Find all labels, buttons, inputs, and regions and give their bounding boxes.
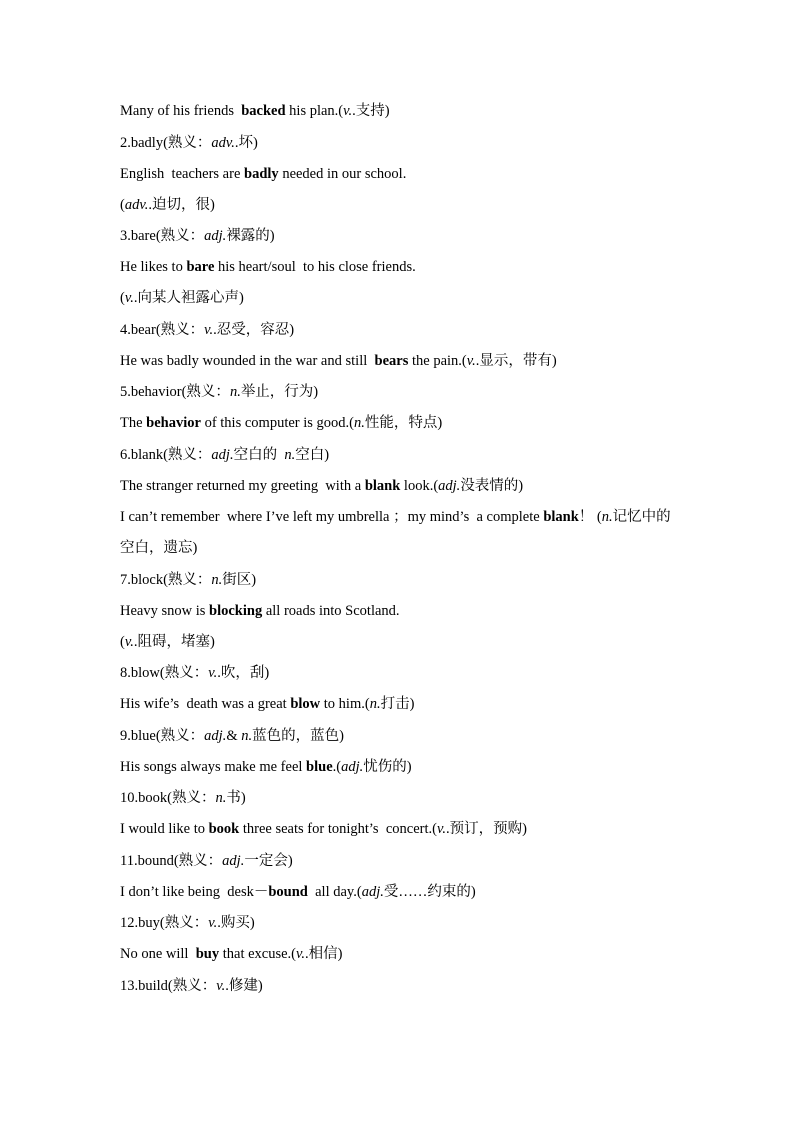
text: His wife’s death was a great bbox=[120, 696, 291, 712]
part-of-speech: v. bbox=[216, 978, 226, 994]
text: 5.behavior(熟义： bbox=[120, 384, 230, 400]
part-of-speech: v. bbox=[466, 353, 476, 369]
bold-keyword: blue bbox=[306, 759, 333, 775]
entry-heading-book bbox=[120, 788, 680, 808]
text: the pain.( bbox=[408, 353, 467, 369]
text: needed in our school. bbox=[278, 166, 407, 182]
part-of-speech: n. bbox=[211, 572, 223, 588]
entry-heading-build bbox=[120, 976, 680, 996]
bold-keyword: buy bbox=[192, 946, 220, 962]
text: 2.badly(熟义： bbox=[120, 135, 212, 151]
bold-keyword: blocking bbox=[209, 603, 263, 619]
text: 打击) bbox=[380, 696, 415, 712]
example-sentence-blank-2 bbox=[120, 502, 680, 564]
text: 10.book(熟义： bbox=[120, 790, 216, 806]
text: 受……约束的) bbox=[383, 884, 476, 900]
text: His songs always make me feel bbox=[120, 759, 307, 775]
text: The bbox=[120, 415, 147, 431]
entry-heading-bear bbox=[120, 320, 680, 340]
text: his plan.( bbox=[285, 103, 344, 119]
text: 11.bound(熟义： bbox=[120, 853, 223, 869]
entry-heading-blue bbox=[120, 726, 680, 746]
entry-heading-buy bbox=[120, 913, 680, 933]
text: No one will bbox=[120, 946, 193, 962]
entry-heading-blank bbox=[120, 445, 680, 465]
text: .阻碍，堵塞) bbox=[133, 634, 215, 650]
example-sentence-behavior bbox=[120, 413, 680, 433]
text: 空白的 bbox=[233, 447, 285, 463]
text: I don’t like being desk－ bbox=[120, 884, 269, 900]
text: The stranger returned my greeting with a bbox=[120, 478, 365, 494]
bold-keyword: backed bbox=[237, 103, 286, 119]
text: to him.( bbox=[320, 696, 370, 712]
part-of-speech: adj. bbox=[211, 447, 234, 463]
text: 3.bare(熟义： bbox=[120, 228, 205, 244]
part-of-speech: adj. bbox=[204, 228, 227, 244]
part-of-speech: adj. bbox=[361, 884, 384, 900]
text: 街区) bbox=[222, 572, 257, 588]
text: 裸露的) bbox=[226, 228, 275, 244]
part-of-speech: n. bbox=[215, 790, 227, 806]
text: .预订，预购) bbox=[445, 821, 527, 837]
text: .忍受，容忍) bbox=[213, 322, 295, 338]
text: all roads into Scotland. bbox=[262, 603, 400, 619]
example-sentence-bear bbox=[120, 351, 680, 371]
entry-heading-blow bbox=[120, 663, 680, 683]
example-sentence-buy bbox=[120, 944, 680, 964]
text: ( bbox=[120, 290, 125, 306]
part-of-speech: adv. bbox=[124, 197, 149, 213]
text: ( bbox=[120, 197, 125, 213]
example-sentence-bare bbox=[120, 257, 680, 277]
text: .修建) bbox=[225, 978, 263, 994]
meaning-block bbox=[120, 632, 680, 652]
text: 9.blue(熟义： bbox=[120, 728, 205, 744]
text: .向某人袒露心声) bbox=[133, 290, 244, 306]
part-of-speech: adj. bbox=[222, 853, 245, 869]
example-sentence-block bbox=[120, 601, 680, 621]
part-of-speech: n. bbox=[369, 696, 381, 712]
part-of-speech: adj. bbox=[341, 759, 364, 775]
bold-keyword: book bbox=[208, 821, 240, 837]
part-of-speech: v. bbox=[208, 665, 218, 681]
text: 7.block(熟义： bbox=[120, 572, 212, 588]
text: I would like to bbox=[120, 821, 209, 837]
text: .坏) bbox=[234, 135, 258, 151]
text: 空白) bbox=[295, 447, 330, 463]
text: 12.buy(熟义： bbox=[120, 915, 209, 931]
text: 没表情的) bbox=[460, 478, 524, 494]
text: 4.bear(熟义： bbox=[120, 322, 205, 338]
text: 蓝色的，蓝色) bbox=[252, 728, 344, 744]
part-of-speech: v. bbox=[204, 322, 214, 338]
text: .( bbox=[332, 759, 342, 775]
part-of-speech: adj. bbox=[438, 478, 461, 494]
part-of-speech: v. bbox=[343, 103, 353, 119]
bold-keyword: blank bbox=[364, 478, 401, 494]
example-sentence-badly bbox=[120, 164, 680, 184]
text: .相信) bbox=[305, 946, 343, 962]
bold-keyword: badly bbox=[244, 166, 279, 182]
part-of-speech: v. bbox=[208, 915, 218, 931]
text: 8.blow(熟义： bbox=[120, 665, 209, 681]
part-of-speech: n. bbox=[354, 415, 365, 431]
example-sentence-book bbox=[120, 819, 680, 839]
bold-keyword: bare bbox=[186, 259, 215, 275]
text: .吹，刮) bbox=[217, 665, 270, 681]
text: 13.build(熟义： bbox=[120, 978, 217, 994]
text: 一定会) bbox=[244, 853, 293, 869]
text: He was badly wounded in the war and still bbox=[120, 353, 371, 369]
text: three seats for tonight’s concert.( bbox=[239, 821, 437, 837]
part-of-speech: n. bbox=[284, 447, 296, 463]
text: 性能，特点) bbox=[364, 415, 443, 431]
example-sentence-backed bbox=[120, 101, 680, 121]
bold-keyword: bound bbox=[268, 884, 308, 900]
entry-heading-bare bbox=[120, 226, 680, 246]
entry-heading-badly bbox=[120, 133, 680, 153]
example-sentence-bound bbox=[120, 882, 680, 902]
example-sentence-blow bbox=[120, 694, 680, 714]
text: .显示，带有) bbox=[475, 353, 557, 369]
text: 举止，行为) bbox=[240, 384, 319, 400]
entry-heading-block bbox=[120, 570, 680, 590]
text: that excuse.( bbox=[219, 946, 297, 962]
part-of-speech: v. bbox=[436, 821, 446, 837]
part-of-speech: v. bbox=[124, 634, 134, 650]
text: I can’t remember where I’ve left my umbrella ；my mind’s a complete bbox=[120, 509, 544, 525]
part-of-speech: adv. bbox=[211, 135, 235, 151]
text: 记忆中的空白，遗忘) bbox=[120, 509, 671, 556]
text: all day.( bbox=[307, 884, 362, 900]
example-sentence-blue bbox=[120, 757, 680, 777]
text: .迫切，很) bbox=[148, 197, 215, 213]
text: 书) bbox=[226, 790, 246, 806]
part-of-speech: adj. bbox=[204, 728, 227, 744]
entry-heading-bound bbox=[120, 851, 680, 871]
text: his heart/soul to his close friends. bbox=[214, 259, 416, 275]
part-of-speech: v. bbox=[124, 290, 134, 306]
text: ( bbox=[120, 634, 125, 650]
text: of this computer is good.( bbox=[200, 415, 354, 431]
bold-keyword: blank bbox=[543, 509, 579, 525]
text: English teachers are bbox=[120, 166, 245, 182]
text: .购买) bbox=[217, 915, 255, 931]
text: 忧伤的) bbox=[363, 759, 412, 775]
text: Many of his friends bbox=[120, 103, 238, 119]
meaning-bare bbox=[120, 288, 680, 308]
part-of-speech: v. bbox=[296, 946, 306, 962]
bold-keyword: blow bbox=[290, 696, 321, 712]
meaning-badly bbox=[120, 195, 680, 215]
bold-keyword: behavior bbox=[146, 415, 201, 431]
text: Heavy snow is bbox=[120, 603, 210, 619]
text: He likes to bbox=[120, 259, 187, 275]
text: & bbox=[226, 728, 242, 744]
text: ！ ( bbox=[578, 509, 602, 525]
text: look.( bbox=[400, 478, 439, 494]
part-of-speech: n. bbox=[229, 384, 241, 400]
part-of-speech: n. bbox=[241, 728, 253, 744]
part-of-speech: n. bbox=[601, 509, 613, 525]
text: 6.blank(熟义： bbox=[120, 447, 212, 463]
text: .支持) bbox=[352, 103, 390, 119]
example-sentence-blank-1 bbox=[120, 476, 680, 496]
entry-heading-behavior bbox=[120, 382, 680, 402]
bold-keyword: bears bbox=[370, 353, 409, 369]
